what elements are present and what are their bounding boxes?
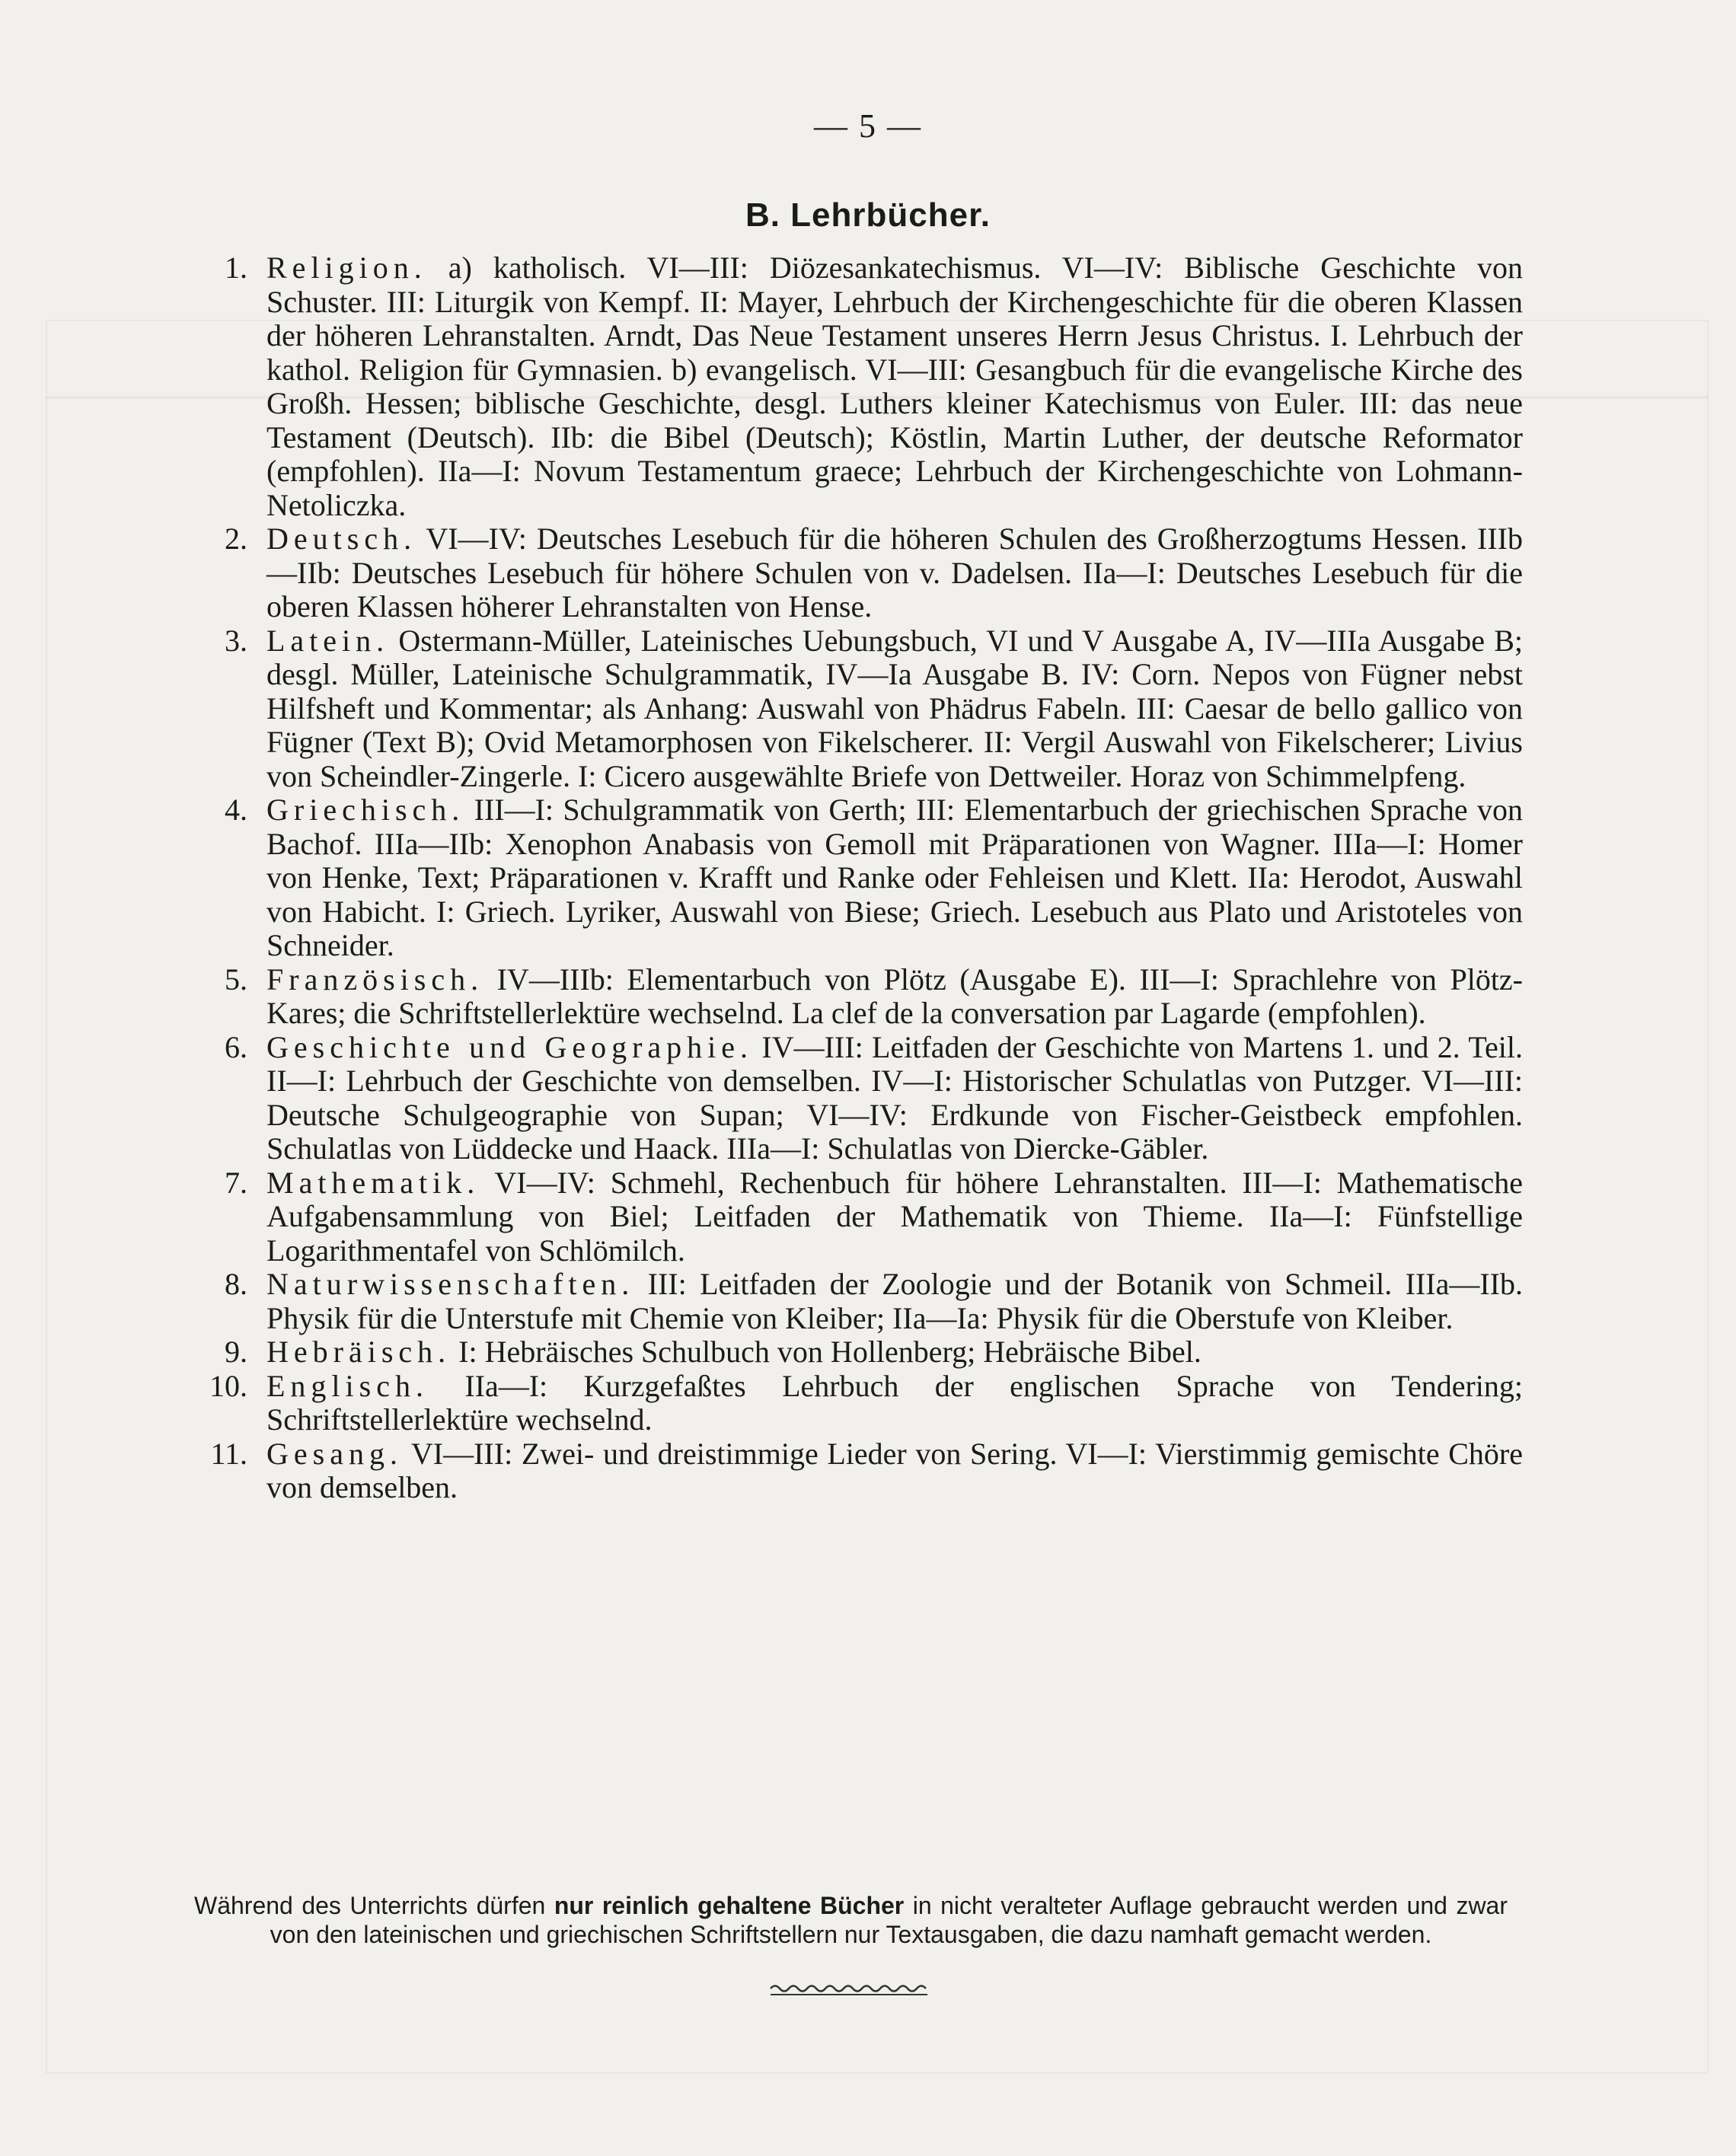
item-number: 4.	[225, 793, 247, 827]
item-subject: Geschichte und Geographie.	[266, 1029, 754, 1064]
list-item	[194, 1437, 1523, 1505]
page-number: — 5 —	[814, 107, 922, 145]
item-text: IV—IIIb: Elementarbuch von Plötz (Ausgabe E). III—I: Sprachlehre von Plötz-Kares; die Schriftstellerlektüre wechselnd. La clef de la conversation par Lagarde (empfohlen).	[266, 962, 1523, 1030]
notice-emphasis: nur reinlich gehaltene Bücher	[554, 1892, 905, 1919]
list-item	[194, 793, 1523, 963]
item-number: 5.	[225, 962, 247, 997]
item-subject: Mathematik.	[266, 1165, 480, 1200]
list-item	[194, 1370, 1523, 1437]
list-item	[194, 1031, 1523, 1166]
item-number: 11.	[210, 1436, 247, 1471]
item-number: 9.	[225, 1335, 247, 1369]
item-text: Ostermann-Müller, Lateinisches Uebungsbuch, VI und V Ausgabe A, IV—IIIa Ausgabe B; desgl. Müller, Lateinische Schulgrammatik, IV—Ia Ausgabe B. IV: Corn. Nepos von Fügner nebst Hilfsheft und Kommentar; als Anhang: Auswahl von Phädrus Fabeln. III: Caesar de bello gallico von Fügner (Text B); Ovid Metamorphosen von Fikelscherer. II: Vergil Auswahl von Fikelscherer; Livius von Scheindler-Zingerle. I: Cicero ausgewählte Briefe von Dettweiler. Horaz von Schimmelpfeng.	[266, 623, 1523, 793]
list-item	[194, 963, 1523, 1031]
item-subject: Latein.	[266, 623, 390, 658]
notice-text-end: in nicht veralteter Auflage gebraucht werden und zwar von den lateinischen und griechischen Schriftstellern nur Textausgaben, die dazu namhaft gemacht werden.	[270, 1892, 1508, 1948]
item-subject: Gesang.	[266, 1436, 403, 1471]
item-text: I: Hebräisches Schulbuch von Hollenberg; Hebräische Bibel.	[458, 1335, 1201, 1369]
list-item	[194, 1335, 1523, 1370]
item-text: III—I: Schulgrammatik von Gerth; III: Elementarbuch der griechischen Sprache von Bachof. IIIa—IIb: Xenophon Anabasis von Gemoll mit Präparationen von Wagner. IIIa—I: Homer von Henke, Text; Präparationen v. Krafft und Ranke oder Fehleisen und Klett. IIa: Herodot, Auswahl von Habicht. I: Griech. Lyriker, Auswahl von Biese; Griech. Lesebuch aus Plato und Aristoteles von Schneider.	[266, 793, 1523, 962]
item-subject: Naturwissenschaften.	[266, 1267, 635, 1301]
item-text: VI—IV: Deutsches Lesebuch für die höheren Schulen des Großherzogtums Hessen. IIIb—IIb: Deutsches Lesebuch für höhere Schulen von v. Dadelsen. IIa—I: Deutsches Lesebuch für die oberen Klassen höherer Lehranstalten von Hense.	[266, 521, 1523, 624]
list-item	[194, 624, 1523, 794]
item-number: 2.	[225, 521, 247, 556]
item-number: 6.	[225, 1029, 247, 1064]
item-number: 7.	[225, 1165, 247, 1200]
item-subject: Hebräisch.	[266, 1335, 452, 1369]
list-item	[194, 522, 1523, 624]
notice-text-start: Während des Unterrichts dürfen	[194, 1892, 546, 1919]
item-text: a) katholisch. VI—III: Diözesankatechismus. VI—IV: Biblische Geschichte von Schuster. III: Liturgik von Kempf. II: Mayer, Lehrbuch der Kirchengeschichte für die oberen Klassen der höheren Lehranstalten. Arndt, Das Neue Testament unseres Herrn Jesus Christus. I. Lehrbuch der kathol. Religion für Gymnasien. b) evangelisch. VI—III: Gesangbuch für die evangelische Kirche des Großh. Hessen; biblische Geschichte, desgl. Luthers kleiner Katechismus von Euler. III: das neue Testament (Deutsch). IIb: die Bibel (Deutsch); Köstlin, Martin Luther, der deutsche Reformator (empfohlen). IIa—I: Novum Testamentum graece; Lehrbuch der Kirchengeschichte von Lohmann-Netoliczka.	[266, 250, 1524, 522]
item-text: VI—III: Zwei- und dreistimmige Lieder von Sering. VI—I: Vierstimmig gemischte Chöre von demselben.	[266, 1436, 1524, 1504]
item-text: IV—III: Leitfaden der Geschichte von Martens 1. und 2. Teil. II—I: Lehrbuch der Geschichte von demselben. IV—I: Historischer Schulatlas von Putzger. VI—III: Deutsche Schulgeographie von Supan; VI—IV: Erdkunde von Fischer-Geistbeck empfohlen. Schulatlas von Lüddecke und Haack. IIIa—I: Schulatlas von Diercke-Gäbler.	[266, 1029, 1524, 1166]
usage-notice	[194, 1891, 1508, 1949]
item-number: 10.	[209, 1368, 247, 1403]
list-item	[194, 251, 1523, 522]
section-heading: B. Lehrbücher.	[745, 196, 991, 234]
item-text: III: Leitfaden der Zoologie und der Botanik von Schmeil. IIIa—IIb. Physik für die Unterstufe mit Chemie von Kleiber; IIa—Ia: Physik für die Oberstufe von Kleiber.	[266, 1267, 1524, 1335]
item-subject: Französisch.	[266, 962, 484, 997]
list-item	[194, 1166, 1523, 1268]
item-text: VI—IV: Schmehl, Rechenbuch für höhere Lehranstalten. III—I: Mathematische Aufgabensammlung von Biel; Leitfaden der Mathematik von Thieme. IIa—I: Fünfstellige Logarithmentafel von Schlömilch.	[266, 1165, 1523, 1268]
item-number: 1.	[225, 250, 247, 285]
item-subject: Deutsch.	[266, 521, 417, 556]
item-number: 3.	[225, 623, 247, 658]
list-item	[194, 1268, 1523, 1335]
item-subject: Religion.	[266, 250, 427, 285]
item-subject: Englisch.	[266, 1368, 429, 1403]
item-subject: Griechisch.	[266, 793, 465, 827]
textbook-list	[194, 251, 1523, 1505]
wavy-divider-ornament	[769, 1979, 929, 2002]
item-text: IIa—I: Kurzgefaßtes Lehrbuch der englischen Sprache von Tendering; Schriftstellerlektüre wechselnd.	[266, 1368, 1524, 1437]
item-number: 8.	[225, 1267, 247, 1301]
